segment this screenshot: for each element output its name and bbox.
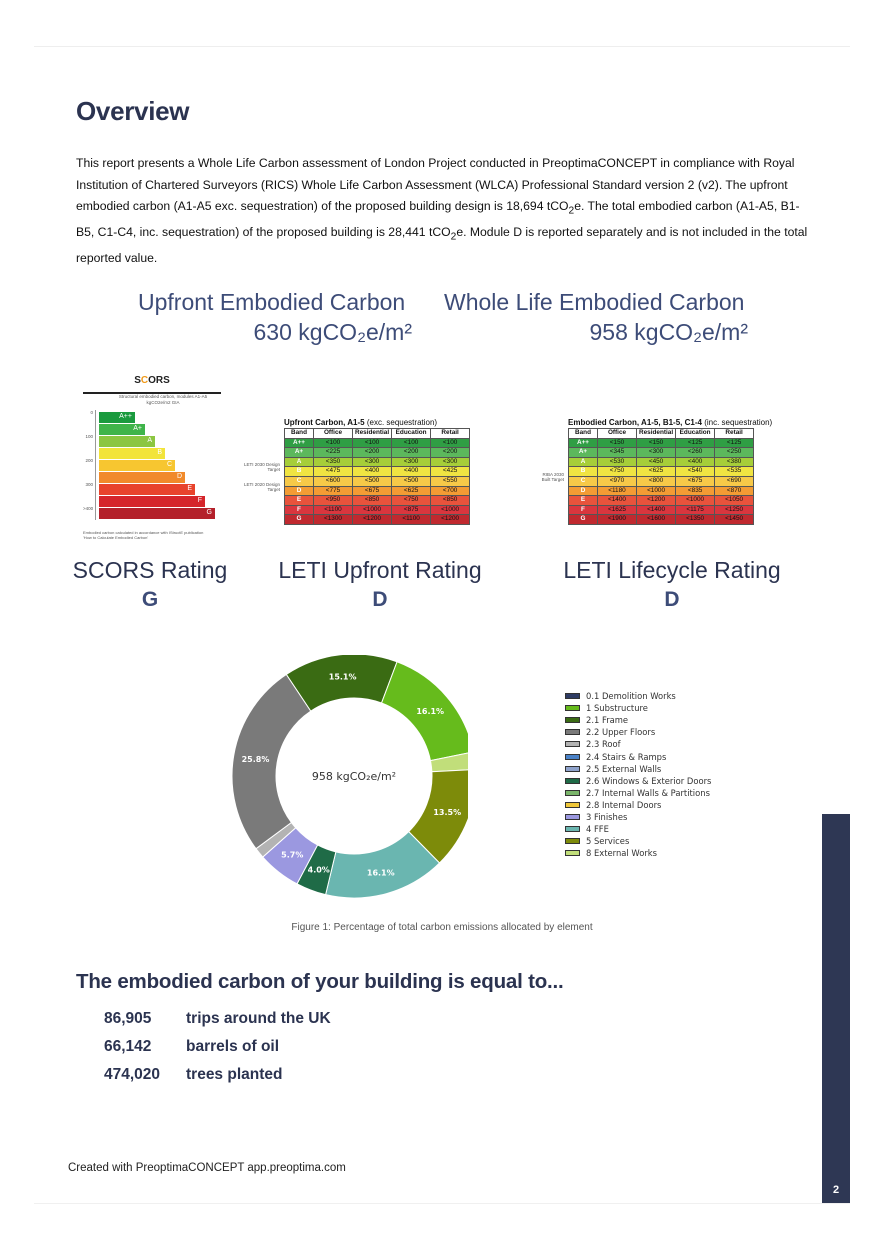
legend-label: 2.7 Internal Walls & Partitions: [586, 787, 710, 798]
band-cell: A++: [569, 438, 598, 448]
table-cell: <150: [637, 438, 676, 448]
table-cell: <850: [431, 496, 470, 506]
legend-label: 2.5 External Walls: [586, 763, 662, 774]
equivalent-number: 474,020: [104, 1066, 161, 1083]
table-cell: <550: [431, 476, 470, 486]
legend-item: [565, 835, 711, 847]
scors-rating: [60, 556, 240, 616]
table-header-cell: Band: [569, 429, 598, 439]
scors-header: [83, 370, 221, 394]
table-row: [285, 438, 470, 448]
rating-value: G: [141, 588, 159, 611]
legend-swatch: [565, 778, 580, 784]
equivalent-number: 86,905: [104, 1010, 152, 1027]
donut-slice-label: 16.1%: [416, 707, 445, 717]
legend-swatch: [565, 705, 580, 711]
table-cell: <1180: [598, 486, 637, 496]
page-title: Overview: [76, 96, 190, 126]
legend-label: 8 External Works: [586, 848, 657, 859]
legend-swatch: [565, 850, 580, 856]
legend-label: 2.6 Windows & Exterior Doors: [586, 775, 712, 786]
donut-slice-label: 15.1%: [328, 672, 357, 682]
scors-tick-label: 200: [85, 458, 93, 463]
table-cell: <450: [637, 457, 676, 467]
equivalents-list: [104, 1007, 331, 1091]
table-header-cell: Education: [392, 429, 431, 439]
scors-rating-scale: [83, 370, 221, 542]
scors-band-g: G: [99, 508, 215, 519]
legend-item: [565, 726, 711, 738]
table-cell: <690: [715, 476, 754, 486]
donut-slice-label: 5.7%: [281, 850, 304, 860]
scors-axis: [95, 410, 96, 520]
scors-tick-label: 300: [85, 482, 93, 487]
table-cell: <1000: [676, 496, 715, 506]
leti-upfront-table: [284, 428, 470, 525]
table-cell: <125: [715, 438, 754, 448]
scors-band-f: F: [99, 496, 205, 507]
table-cell: <775: [314, 486, 353, 496]
table-cell: <970: [598, 476, 637, 486]
table-row: [285, 467, 470, 477]
band-cell: G: [285, 515, 314, 525]
table-cell: <1000: [637, 486, 676, 496]
table-cell: <950: [314, 496, 353, 506]
leti-lifecycle-table-graphic: [541, 418, 773, 525]
table-cell: <125: [676, 438, 715, 448]
table-header-cell: Education: [676, 429, 715, 439]
kpi-whole-life-embodied-carbon: [444, 287, 748, 347]
donut-slice-label: 4.0%: [307, 865, 330, 875]
table-cell: <345: [598, 448, 637, 458]
legend-item: [565, 763, 711, 775]
legend-label: 0.1 Demolition Works: [586, 691, 676, 702]
donut-slice-label: 13.5%: [433, 808, 462, 818]
table-row: [569, 505, 754, 515]
legend-item: [565, 702, 711, 714]
table-cell: <400: [353, 467, 392, 477]
table-cell: <1100: [314, 505, 353, 515]
table-cell: <350: [314, 457, 353, 467]
legend-label: 3 Finishes: [586, 811, 628, 822]
legend-swatch: [565, 790, 580, 796]
kpi-value: 958 kgCO₂e/m²: [589, 319, 748, 345]
table-cell: <700: [431, 486, 470, 496]
scors-band-a: A: [99, 436, 155, 447]
table-row: [569, 438, 754, 448]
table-row: [285, 476, 470, 486]
legend-item: [565, 738, 711, 750]
legend-swatch: [565, 826, 580, 832]
table-row: [569, 448, 754, 458]
legend-label: 5 Services: [586, 836, 630, 847]
donut-center-label: 958 kgCO₂e/m²: [311, 770, 397, 783]
equivalent-number: 66,142: [104, 1038, 152, 1055]
carbon-by-element-donut-chart: [228, 655, 468, 905]
kpi-label: Whole Life Embodied Carbon: [444, 289, 745, 315]
kpi-value: 630 kgCO₂e/m²: [253, 319, 412, 345]
legend-label: 2.2 Upper Floors: [586, 727, 656, 738]
band-cell: B: [285, 467, 314, 477]
table-header-cell: Office: [598, 429, 637, 439]
equivalent-text: trips around the UK: [186, 1010, 331, 1027]
top-divider: [34, 46, 850, 47]
legend-item: [565, 714, 711, 726]
table-cell: <1300: [314, 515, 353, 525]
legend-item: [565, 799, 711, 811]
legend-swatch: [565, 729, 580, 735]
leti-lifecycle-rating: [552, 556, 792, 616]
table-row: [285, 448, 470, 458]
table-cell: <1175: [676, 505, 715, 515]
table-cell: <400: [392, 467, 431, 477]
table-cell: <600: [314, 476, 353, 486]
band-cell: A+: [569, 448, 598, 458]
rating-label: SCORS Rating: [72, 557, 228, 583]
table-cell: <1400: [637, 505, 676, 515]
legend-swatch: [565, 754, 580, 760]
table-cell: <1625: [598, 505, 637, 515]
table-header-cell: Office: [314, 429, 353, 439]
legend-label: 4 FFE: [586, 824, 609, 835]
page-sidebar-accent: [822, 814, 850, 1203]
scors-tick-label: >400: [83, 506, 94, 511]
table-cell: <100: [353, 438, 392, 448]
table-cell: <800: [637, 476, 676, 486]
table-cell: <500: [353, 476, 392, 486]
table-row: [569, 457, 754, 467]
table-cell: <1900: [598, 515, 637, 525]
chart-legend: [565, 690, 711, 859]
table-header-cell: Retail: [715, 429, 754, 439]
band-cell: A: [285, 457, 314, 467]
intro-paragraph: This report presents a Whole Life Carbon assessment of London Project conducted in PreoptimaCONCEPT in compliance with Royal Institution of Chartered Surveyors (RICS) Whole Life Carbon Assessment (WLCA) Professional Standard version 2 (v2). The upfront embodied carbon (A1-A5 exc. sequestration) of the proposed building design is 18,694 tCO$_2$e. The total embodied carbon (A1-A5, B1-B5, C1-C4, inc. sequestration) of the proposed building is 28,441 tCO$_2$e. Module D is reported separately and is not included in the total reported value.: [76, 156, 808, 265]
leti-upfront-title: Upfront Carbon, A1-5 (exc. sequestration): [284, 418, 438, 427]
band-cell: C: [285, 476, 314, 486]
table-cell: <100: [431, 438, 470, 448]
table-cell: <835: [676, 486, 715, 496]
band-cell: F: [285, 505, 314, 515]
leti-2030-target-label: LETI 2030 Design Target: [243, 462, 280, 472]
band-cell: B: [569, 467, 598, 477]
equivalent-item: [104, 1035, 331, 1063]
band-cell: A+: [285, 448, 314, 458]
band-cell: E: [285, 496, 314, 506]
legend-label: 2.8 Internal Doors: [586, 799, 662, 810]
leti-upfront-table-graphic: [243, 418, 470, 525]
legend-label: 2.4 Stairs & Ramps: [586, 751, 667, 762]
table-row: [285, 505, 470, 515]
legend-swatch: [565, 693, 580, 699]
table-row: [569, 467, 754, 477]
table-cell: <1250: [715, 505, 754, 515]
legend-item: [565, 787, 711, 799]
rating-value: D: [664, 588, 680, 611]
band-cell: F: [569, 505, 598, 515]
table-cell: <400: [676, 457, 715, 467]
table-cell: <200: [392, 448, 431, 458]
table-row: [285, 515, 470, 525]
table-cell: <870: [715, 486, 754, 496]
table-row: [569, 486, 754, 496]
band-cell: A: [569, 457, 598, 467]
table-cell: <380: [715, 457, 754, 467]
table-header-cell: Band: [285, 429, 314, 439]
legend-item: [565, 811, 711, 823]
donut-slice-label: 25.8%: [241, 754, 270, 764]
bottom-divider: [34, 1203, 850, 1204]
table-cell: <200: [431, 448, 470, 458]
figure-caption: Figure 1: Percentage of total carbon emissions allocated by element: [291, 922, 593, 933]
table-cell: <530: [598, 457, 637, 467]
page-number: 2: [832, 1184, 840, 1196]
kpi-upfront-embodied-carbon: [138, 287, 412, 347]
rating-label: LETI Upfront Rating: [278, 557, 482, 583]
table-row: [285, 486, 470, 496]
band-cell: C: [569, 476, 598, 486]
table-header-cell: Retail: [431, 429, 470, 439]
table-cell: <100: [392, 438, 431, 448]
table-cell: <250: [715, 448, 754, 458]
footer-credit: Created with PreoptimaCONCEPT app.preoptima.com: [68, 1162, 346, 1174]
table-row: [569, 515, 754, 525]
equivalent-text: trees planted: [186, 1066, 283, 1083]
legend-item: [565, 750, 711, 762]
scors-band-e: E: [99, 484, 195, 495]
table-cell: <1600: [637, 515, 676, 525]
equivalent-item: [104, 1007, 331, 1035]
table-cell: <300: [353, 457, 392, 467]
table-cell: <1100: [392, 515, 431, 525]
table-cell: <475: [314, 467, 353, 477]
legend-label: 2.1 Frame: [586, 715, 629, 726]
scors-tick-label: 100: [85, 434, 93, 439]
table-cell: <1200: [637, 496, 676, 506]
table-cell: <1200: [353, 515, 392, 525]
legend-swatch: [565, 838, 580, 844]
scors-band-d: D: [99, 472, 185, 483]
scors-band-aplus: A+: [99, 424, 145, 435]
leti-lifecycle-table: [568, 428, 754, 525]
table-header-cell: Residential: [637, 429, 676, 439]
table-cell: <1050: [715, 496, 754, 506]
leti-lifecycle-title: Embodied Carbon, A1-5, B1-5, C1-4 (inc. sequestration): [568, 418, 773, 427]
legend-swatch: [565, 766, 580, 772]
legend-item: [565, 690, 711, 702]
legend-swatch: [565, 741, 580, 747]
table-cell: <1200: [431, 515, 470, 525]
table-cell: <1000: [353, 505, 392, 515]
scors-logo: SCORS: [134, 375, 170, 386]
table-cell: <300: [431, 457, 470, 467]
scors-band-aplusplus: A++: [99, 412, 135, 423]
table-cell: <150: [598, 438, 637, 448]
riba-2030-target-label: RIBA 2030 Built Target: [541, 472, 564, 482]
band-cell: E: [569, 496, 598, 506]
scors-band-c: C: [99, 460, 175, 471]
table-cell: <425: [431, 467, 470, 477]
legend-label: 2.3 Roof: [586, 739, 621, 750]
table-cell: <300: [637, 448, 676, 458]
table-cell: <850: [353, 496, 392, 506]
table-cell: <500: [392, 476, 431, 486]
band-cell: A++: [285, 438, 314, 448]
legend-item: [565, 823, 711, 835]
table-cell: <625: [637, 467, 676, 477]
table-cell: <750: [598, 467, 637, 477]
kpi-label: Upfront Embodied Carbon: [138, 289, 406, 315]
table-row: [285, 496, 470, 506]
table-cell: <675: [353, 486, 392, 496]
equivalents-title: The embodied carbon of your building is equal to...: [76, 970, 564, 993]
table-cell: <225: [314, 448, 353, 458]
legend-swatch: [565, 802, 580, 808]
legend-swatch: [565, 717, 580, 723]
scors-footnote: Embodied carbon calculated in accordance with IStructE publication 'How to Calculate Embodied Carbon': [83, 530, 204, 540]
donut-slice-label: 16.1%: [366, 868, 395, 878]
scors-band-b: B: [99, 448, 165, 459]
band-cell: D: [285, 486, 314, 496]
table-row: [569, 476, 754, 486]
equivalent-item: [104, 1063, 331, 1091]
table-cell: <625: [392, 486, 431, 496]
rating-label: LETI Lifecycle Rating: [563, 557, 781, 583]
legend-swatch: [565, 814, 580, 820]
band-cell: D: [569, 486, 598, 496]
table-cell: <300: [392, 457, 431, 467]
band-cell: G: [569, 515, 598, 525]
leti-2020-target-label: LETI 2020 Design Target: [243, 482, 280, 492]
table-cell: <1450: [715, 515, 754, 525]
table-header-cell: Residential: [353, 429, 392, 439]
legend-label: 1 Substructure: [586, 703, 648, 714]
legend-item: [565, 847, 711, 859]
leti-upfront-rating: [260, 556, 500, 616]
table-row: [285, 457, 470, 467]
rating-value: D: [372, 588, 388, 611]
scors-subtitle: Structural embodied carbon, modules A1-A5 kgCO2e/m2 GIA: [118, 394, 208, 405]
scors-tick-label: 0: [90, 410, 93, 415]
legend-item: [565, 775, 711, 787]
table-cell: <675: [676, 476, 715, 486]
table-cell: <1350: [676, 515, 715, 525]
table-cell: <200: [353, 448, 392, 458]
table-cell: <100: [314, 438, 353, 448]
table-cell: <260: [676, 448, 715, 458]
table-cell: <535: [715, 467, 754, 477]
table-cell: <1000: [431, 505, 470, 515]
table-cell: <540: [676, 467, 715, 477]
table-cell: <750: [392, 496, 431, 506]
table-cell: <1400: [598, 496, 637, 506]
table-row: [569, 496, 754, 506]
equivalent-text: barrels of oil: [186, 1038, 280, 1055]
table-cell: <875: [392, 505, 431, 515]
